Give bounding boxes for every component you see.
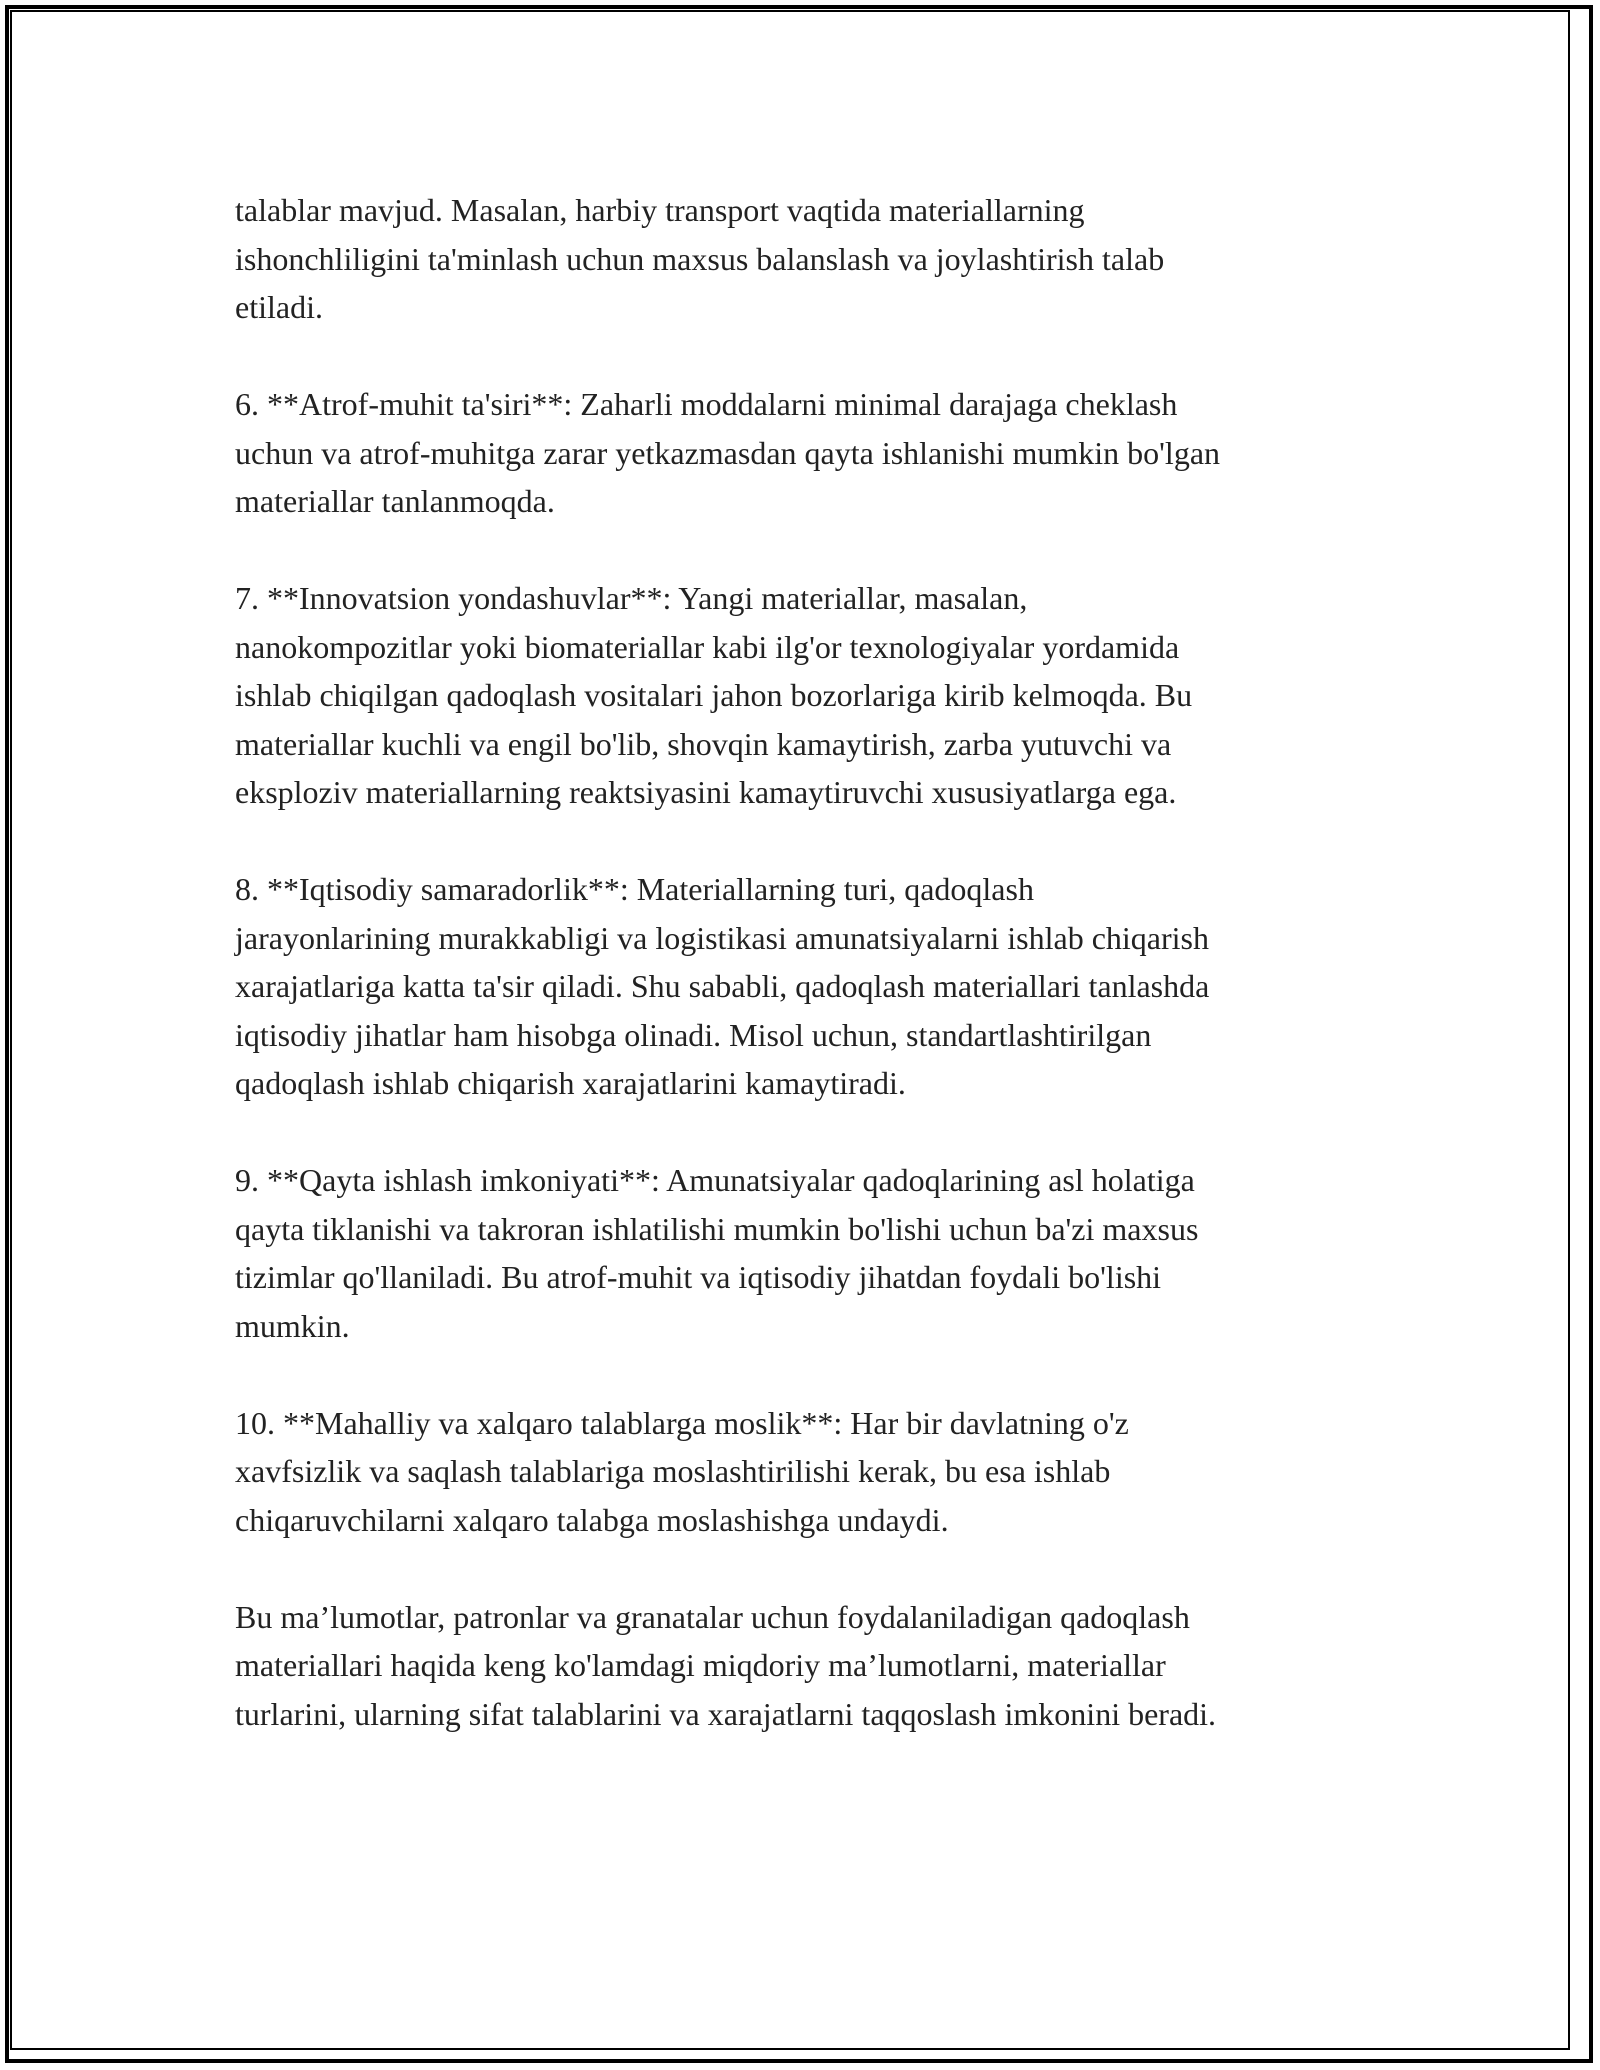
paragraph-item-8: 8. **Iqtisodiy samaradorlik**: Materiallarning turi, qadoqlash jarayonlarining murakkabligi va logistikasi amunatsiyalarni ishlab chiqarish xarajatlariga katta ta'sir qiladi. Shu sababli, qadoqlash materiallari tanlashda iqtisodiy jihatlar ham hisobga olinadi. Misol uchun, standartlashtirilgan qadoqlash ishlab chiqarish xarajatlarini kamaytiradi.	[235, 871, 1210, 1101]
paragraph-conclusion: Bu ma’lumotlar, patronlar va granatalar uchun foydalaniladigan qadoqlash materiallari haqida keng ko'lamdagi miqdoriy ma’lumotlarni, materiallar turlarini, ularning sifat talablarini va xarajatlarni taqqoslash imkonini beradi.	[235, 1598, 1217, 1732]
paragraph-item-7: 7. **Innovatsion yondashuvlar**: Yangi materiallar, masalan, nanokompozitlar yoki biomateriallar kabi ilg'or texnologiyalar yordamida ishlab chiqilgan qadoqlash vositalari jahon bozorlariga kirib kelmoqda. Bu materiallar kuchli va engil bo'lib, shovqin kamaytirish, zarba yutuvchi va eksploziv materiallarning reaktsiyasini kamaytiruvchi xususiyatlarga ega.	[235, 580, 1193, 810]
paragraph-continuation: talablar mavjud. Masalan, harbiy transport vaqtida materiallarning ishonchliligini ta'minlash uchun maxsus balanslash va joylashtirish talab etiladi.	[235, 192, 1165, 325]
paragraph-item-6: 6. **Atrof-muhit ta'siri**: Zaharli moddalarni minimal darajaga cheklash uchun va atrof-muhitga zarar yetkazmasdan qayta ishlanishi mumkin bo'lgan materiallar tanlanmoqda.	[235, 386, 1221, 519]
paragraph-item-10: 10. **Mahalliy va xalqaro talablarga moslik**: Har bir davlatning o'z xavfsizlik va saqlash talablariga moslashtirilishi kerak, bu esa ishlab chiqaruvchilarni xalqaro talabga moslashishga undaydi.	[235, 1404, 1129, 1538]
document-body	[235, 186, 1365, 1787]
paragraph-item-9: 9. **Qayta ishlash imkoniyati**: Amunatsiyalar qadoqlarining asl holatiga qayta tiklanishi va takroran ishlatilishi mumkin bo'lishi uchun ba'zi maxsus tizimlar qo'llaniladi. Bu atrof-muhit va iqtisodiy jihatdan foydali bo'lishi mumkin.	[235, 1162, 1199, 1344]
